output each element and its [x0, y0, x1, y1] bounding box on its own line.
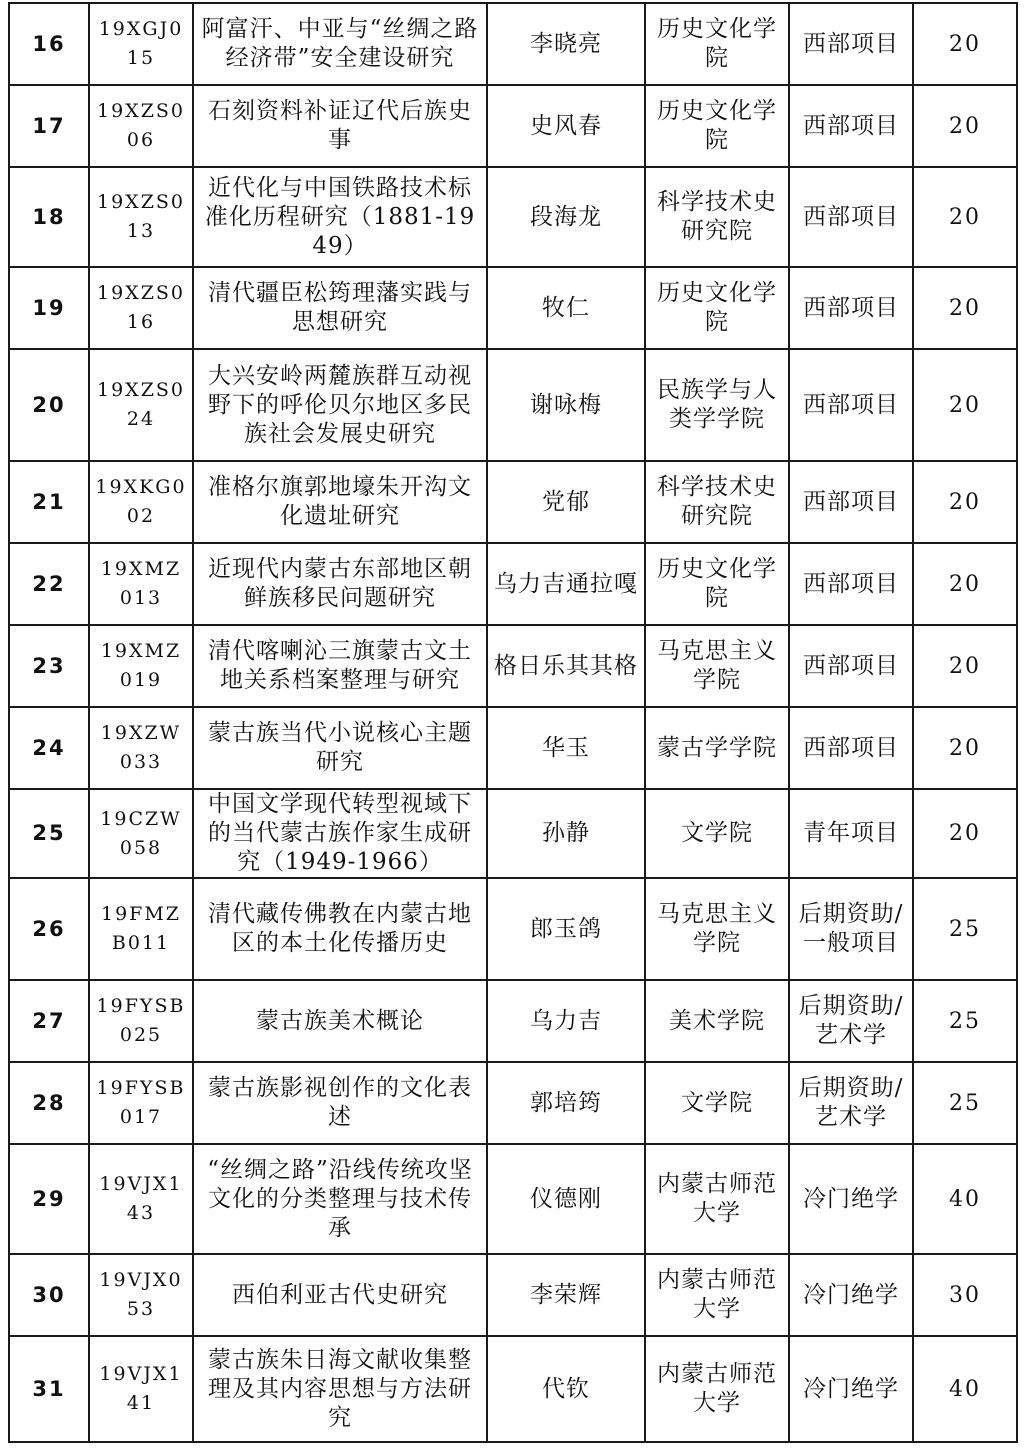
cell-code: 19XZS024: [89, 349, 193, 461]
cell-leader: 谢咏梅: [487, 349, 645, 461]
table-row: [9, 707, 1017, 789]
cell-unit: 美术学院: [645, 980, 789, 1062]
cell-category: 青年项目: [789, 789, 913, 878]
table-row: [9, 878, 1017, 980]
cell-unit: 历史文化学院: [645, 3, 789, 85]
cell-code: 19FYSB025: [89, 980, 193, 1062]
cell-leader: 乌力吉通拉嘎: [487, 543, 645, 625]
cell-code: 19FYSB017: [89, 1062, 193, 1144]
cell-seq: 23: [9, 625, 89, 707]
table-row: [9, 980, 1017, 1062]
cell-title: 中国文学现代转型视域下的当代蒙古族作家生成研究（1949-1966）: [193, 789, 487, 878]
cell-category: 西部项目: [789, 625, 913, 707]
cell-code: 19XMZ019: [89, 625, 193, 707]
table-row: [9, 1062, 1017, 1144]
cell-seq: 25: [9, 789, 89, 878]
table-row: [9, 543, 1017, 625]
table-row: [9, 789, 1017, 878]
cell-funding: 20: [913, 789, 1017, 878]
cell-title: 近代化与中国铁路技术标准化历程研究（1881-1949）: [193, 167, 487, 267]
cell-code: 19VJX143: [89, 1144, 193, 1254]
cell-category: 后期资助/艺术学: [789, 980, 913, 1062]
cell-seq: 28: [9, 1062, 89, 1144]
cell-category: 后期资助/艺术学: [789, 1062, 913, 1144]
cell-title: 准格尔旗郭地壕朱开沟文化遗址研究: [193, 461, 487, 543]
cell-category: 西部项目: [789, 3, 913, 85]
cell-leader: 郎玉鸽: [487, 878, 645, 980]
cell-unit: 内蒙古师范大学: [645, 1254, 789, 1336]
table-row: [9, 267, 1017, 349]
cell-title: 阿富汗、中亚与“丝绸之路经济带”安全建设研究: [193, 3, 487, 85]
cell-unit: 科学技术史研究院: [645, 167, 789, 267]
cell-seq: 16: [9, 3, 89, 85]
cell-title: 蒙古族朱日海文献收集整理及其内容思想与方法研究: [193, 1336, 487, 1442]
cell-funding: 40: [913, 1336, 1017, 1442]
cell-funding: 20: [913, 3, 1017, 85]
cell-code: 19XZS013: [89, 167, 193, 267]
cell-seq: 18: [9, 167, 89, 267]
cell-unit: 文学院: [645, 789, 789, 878]
cell-leader: 郭培筠: [487, 1062, 645, 1144]
cell-unit: 内蒙古师范大学: [645, 1336, 789, 1442]
project-table-body: [9, 3, 1017, 1442]
cell-code: 19XZS016: [89, 267, 193, 349]
cell-seq: 31: [9, 1336, 89, 1442]
cell-leader: 代钦: [487, 1336, 645, 1442]
cell-category: 西部项目: [789, 707, 913, 789]
cell-unit: 内蒙古师范大学: [645, 1144, 789, 1254]
cell-funding: 20: [913, 85, 1017, 167]
cell-funding: 20: [913, 349, 1017, 461]
cell-title: 西伯利亚古代史研究: [193, 1254, 487, 1336]
cell-title: 蒙古族影视创作的文化表述: [193, 1062, 487, 1144]
cell-funding: 30: [913, 1254, 1017, 1336]
cell-funding: 20: [913, 267, 1017, 349]
cell-leader: 李荣辉: [487, 1254, 645, 1336]
table-row: [9, 3, 1017, 85]
cell-funding: 20: [913, 707, 1017, 789]
cell-unit: 文学院: [645, 1062, 789, 1144]
cell-seq: 26: [9, 878, 89, 980]
cell-funding: 20: [913, 625, 1017, 707]
cell-seq: 21: [9, 461, 89, 543]
cell-title: 大兴安岭两麓族群互动视野下的呼伦贝尔地区多民族社会发展史研究: [193, 349, 487, 461]
cell-unit: 民族学与人类学学院: [645, 349, 789, 461]
cell-category: 西部项目: [789, 167, 913, 267]
cell-code: 19XGJ015: [89, 3, 193, 85]
cell-unit: 历史文化学院: [645, 85, 789, 167]
cell-code: 19XZW033: [89, 707, 193, 789]
table-row: [9, 167, 1017, 267]
table-row: [9, 1144, 1017, 1254]
cell-code: 19XKG002: [89, 461, 193, 543]
cell-category: 西部项目: [789, 85, 913, 167]
project-table: [8, 2, 1018, 1443]
cell-leader: 史风春: [487, 85, 645, 167]
cell-seq: 17: [9, 85, 89, 167]
cell-funding: 40: [913, 1144, 1017, 1254]
cell-funding: 25: [913, 980, 1017, 1062]
cell-seq: 20: [9, 349, 89, 461]
table-row: [9, 85, 1017, 167]
cell-seq: 30: [9, 1254, 89, 1336]
cell-leader: 李晓亮: [487, 3, 645, 85]
cell-leader: 华玉: [487, 707, 645, 789]
table-row: [9, 1336, 1017, 1442]
cell-code: 19CZW058: [89, 789, 193, 878]
cell-title: 石刻资料补证辽代后族史事: [193, 85, 487, 167]
cell-category: 冷门绝学: [789, 1336, 913, 1442]
cell-unit: 蒙古学学院: [645, 707, 789, 789]
cell-category: 西部项目: [789, 543, 913, 625]
cell-leader: 仪德刚: [487, 1144, 645, 1254]
cell-leader: 段海龙: [487, 167, 645, 267]
cell-category: 冷门绝学: [789, 1144, 913, 1254]
cell-code: 19XMZ013: [89, 543, 193, 625]
table-row: [9, 349, 1017, 461]
cell-funding: 20: [913, 543, 1017, 625]
table-row: [9, 625, 1017, 707]
cell-funding: 20: [913, 167, 1017, 267]
cell-funding: 25: [913, 878, 1017, 980]
cell-leader: 格日乐其其格: [487, 625, 645, 707]
cell-leader: 乌力吉: [487, 980, 645, 1062]
cell-funding: 20: [913, 461, 1017, 543]
cell-seq: 27: [9, 980, 89, 1062]
cell-title: 清代疆臣松筠理藩实践与思想研究: [193, 267, 487, 349]
cell-seq: 19: [9, 267, 89, 349]
cell-seq: 24: [9, 707, 89, 789]
cell-leader: 牧仁: [487, 267, 645, 349]
cell-leader: 党郁: [487, 461, 645, 543]
cell-category: 冷门绝学: [789, 1254, 913, 1336]
cell-leader: 孙静: [487, 789, 645, 878]
cell-category: 西部项目: [789, 349, 913, 461]
table-row: [9, 1254, 1017, 1336]
cell-code: 19VJX141: [89, 1336, 193, 1442]
cell-title: 清代藏传佛教在内蒙古地区的本土化传播历史: [193, 878, 487, 980]
cell-title: 清代喀喇沁三旗蒙古文土地关系档案整理与研究: [193, 625, 487, 707]
cell-category: 西部项目: [789, 267, 913, 349]
cell-unit: 历史文化学院: [645, 543, 789, 625]
cell-unit: 马克思主义学院: [645, 878, 789, 980]
cell-title: 蒙古族美术概论: [193, 980, 487, 1062]
cell-code: 19XZS006: [89, 85, 193, 167]
cell-category: 西部项目: [789, 461, 913, 543]
table-row: [9, 461, 1017, 543]
cell-title: “丝绸之路”沿线传统攻坚文化的分类整理与技术传承: [193, 1144, 487, 1254]
cell-code: 19FMZB011: [89, 878, 193, 980]
cell-title: 蒙古族当代小说核心主题研究: [193, 707, 487, 789]
cell-unit: 马克思主义学院: [645, 625, 789, 707]
cell-funding: 25: [913, 1062, 1017, 1144]
cell-category: 后期资助/一般项目: [789, 878, 913, 980]
cell-seq: 22: [9, 543, 89, 625]
cell-code: 19VJX053: [89, 1254, 193, 1336]
cell-unit: 科学技术史研究院: [645, 461, 789, 543]
cell-seq: 29: [9, 1144, 89, 1254]
cell-unit: 历史文化学院: [645, 267, 789, 349]
cell-title: 近现代内蒙古东部地区朝鲜族移民问题研究: [193, 543, 487, 625]
